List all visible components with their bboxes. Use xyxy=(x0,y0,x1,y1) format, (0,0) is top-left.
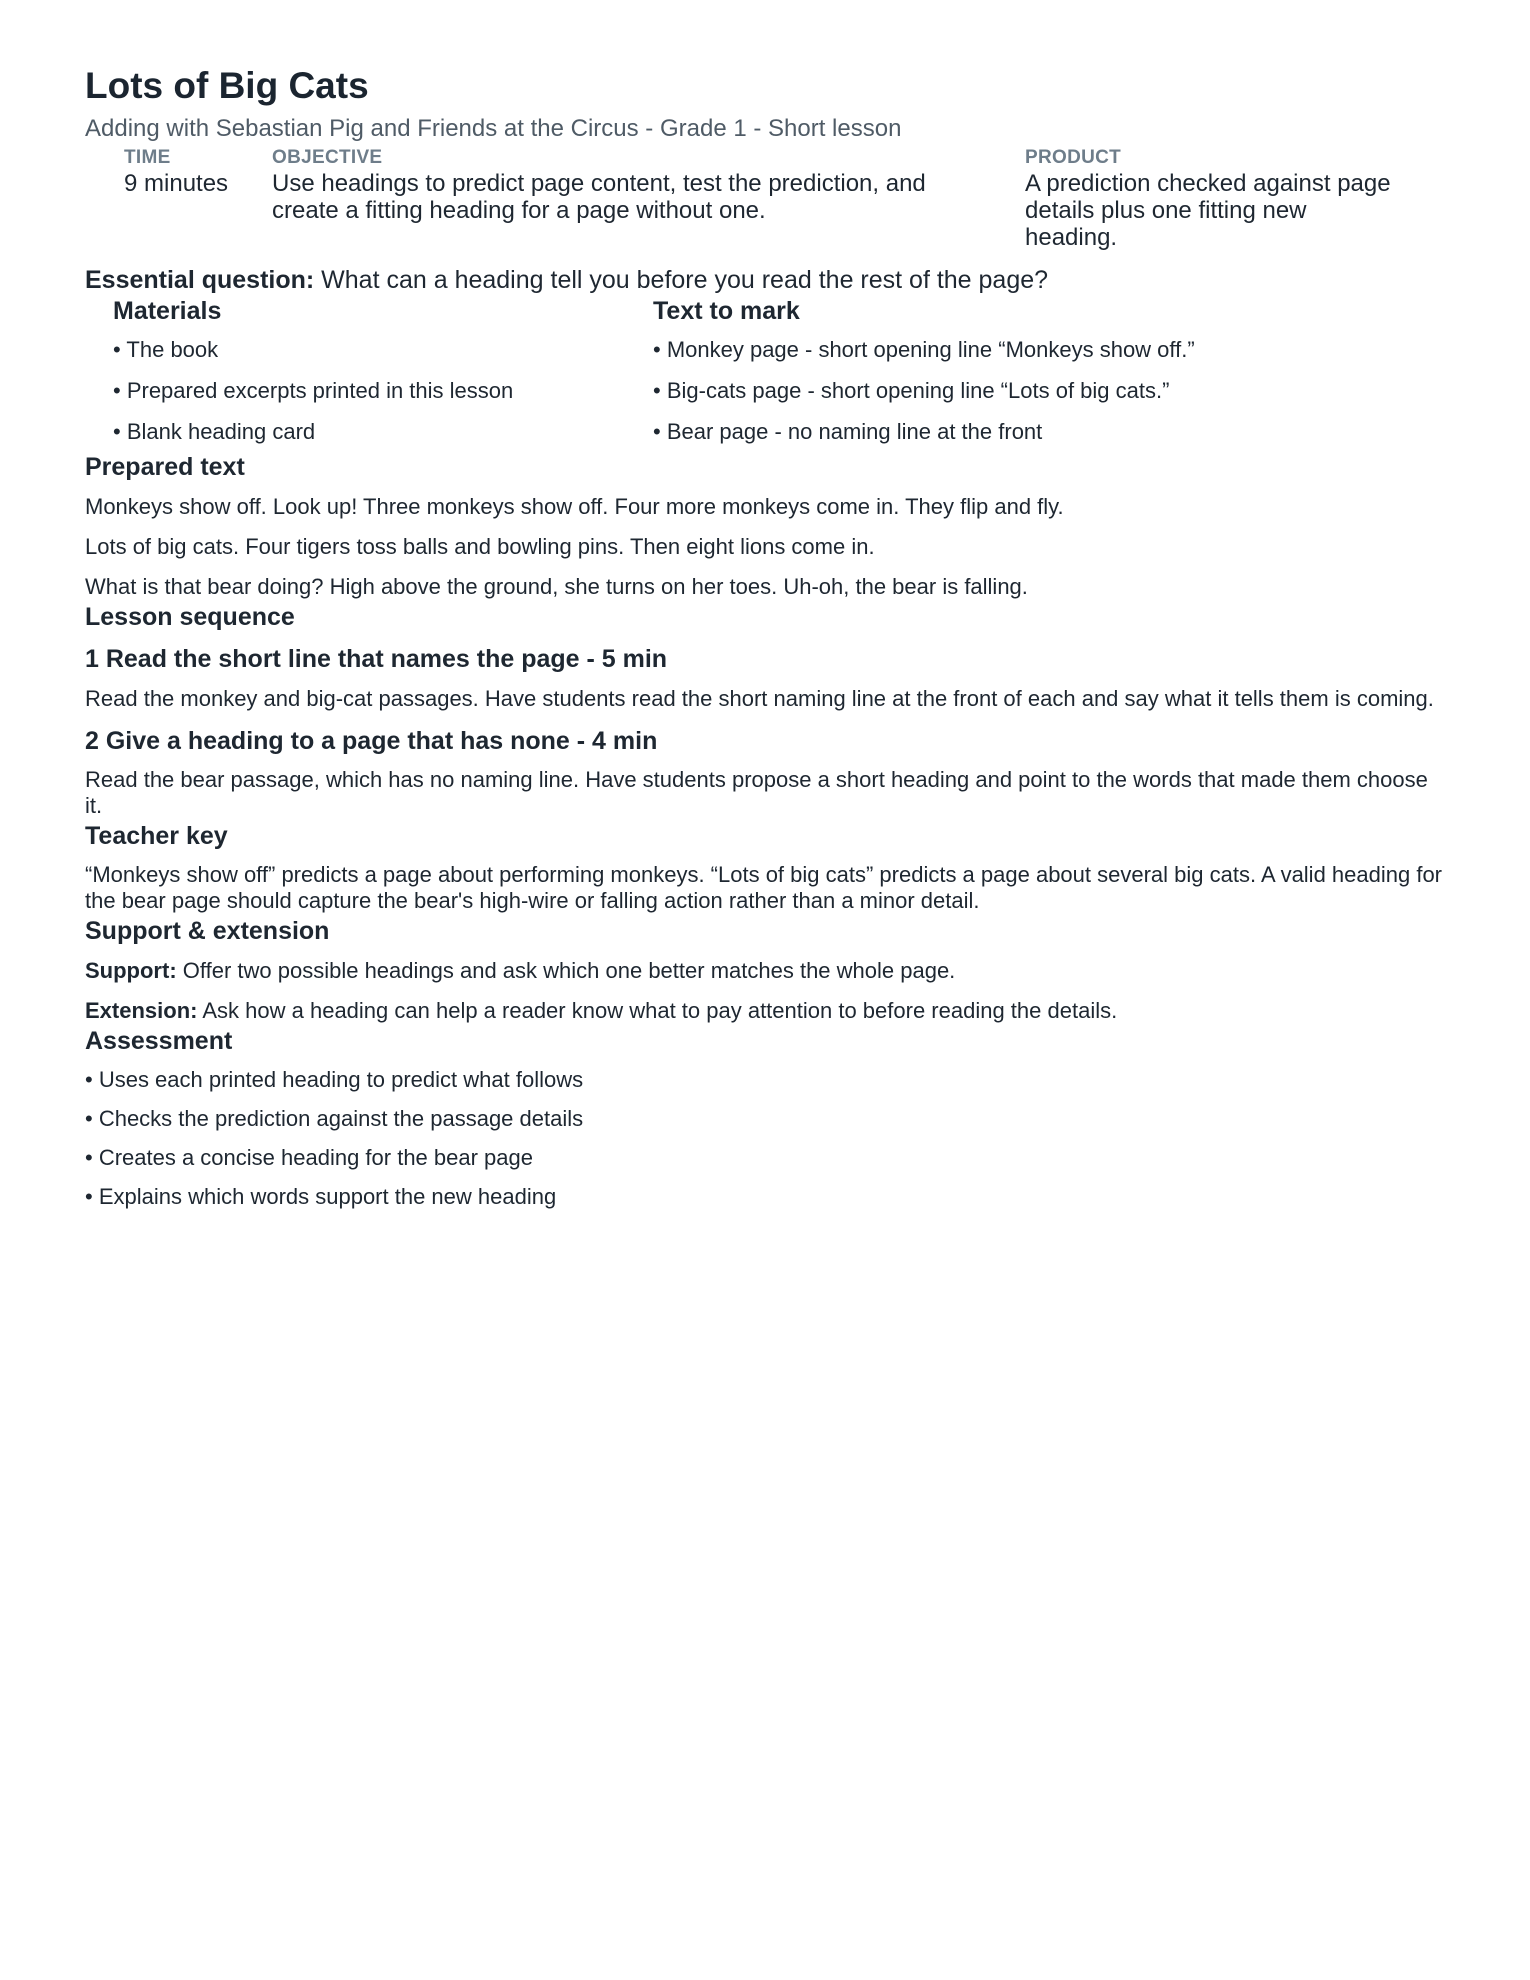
text-to-mark-item: • Bear page - no naming line at the front xyxy=(653,419,1043,444)
assessment-item: • Uses each printed heading to predict what follows xyxy=(85,1067,584,1092)
assessment-section xyxy=(85,1026,1445,1210)
step-title: 2 Give a heading to a page that has none - 4 min xyxy=(85,727,658,755)
support-extension-heading: Support & extension xyxy=(85,917,330,945)
essential-question-text: What can a heading tell you before you read the rest of the page? xyxy=(321,266,1049,294)
support-text: Offer two possible headings and ask which one better matches the whole page. xyxy=(182,958,956,983)
materials-and-text-to-mark xyxy=(85,296,1445,452)
text-to-mark-item: • Big-cats page - short opening line “Lots of big cats.” xyxy=(653,378,1170,403)
product-label: PRODUCT xyxy=(1025,147,1122,168)
support-label: Support: xyxy=(85,958,177,983)
prepared-text-paragraph: Monkeys show off. Look up! Three monkeys show off. Four more monkeys come in. They flip and fly. xyxy=(85,494,1064,519)
support-extension-section xyxy=(85,916,1445,1024)
objective-value: Use headings to predict page content, test the prediction, and create a fitting heading for a page without one. xyxy=(272,170,926,224)
lesson-sequence-heading: Lesson sequence xyxy=(85,603,295,631)
extension-paragraph xyxy=(85,998,1445,1024)
materials-item: • Blank heading card xyxy=(113,419,316,444)
step-title: 1 Read the short line that names the page - 5 min xyxy=(85,645,668,673)
support-paragraph xyxy=(85,958,1445,984)
text-to-mark-section xyxy=(653,296,1433,459)
teacher-key-text: “Monkeys show off” predicts a page about performing monkeys. “Lots of big cats” predicts a page about several big cats. A valid heading for the bear page should capture the bear's high-wire or falling action rather than a minor detail. xyxy=(85,862,1443,913)
materials-section xyxy=(113,296,633,459)
lesson-plan-page xyxy=(85,62,1445,1210)
extension-label: Extension: xyxy=(85,998,198,1023)
materials-heading: Materials xyxy=(113,297,222,325)
page-subtitle: Adding with Sebastian Pig and Friends at the Circus - Grade 1 - Short lesson xyxy=(85,115,902,142)
essential-question xyxy=(85,264,1445,296)
time-block xyxy=(124,146,264,197)
prepared-text-paragraph: What is that bear doing? High above the ground, she turns on her toes. Uh-oh, the bear is falling. xyxy=(85,574,1028,599)
assessment-item: • Checks the prediction against the passage details xyxy=(85,1106,584,1131)
materials-item: • Prepared excerpts printed in this lesson xyxy=(113,378,514,403)
essential-question-label: Essential question: xyxy=(85,266,315,294)
prepared-text-paragraph: Lots of big cats. Four tigers toss balls and bowling pins. Then eight lions come in. xyxy=(85,534,875,559)
product-value: A prediction checked against page details plus one fitting new heading. xyxy=(1025,170,1391,251)
assessment-item: • Explains which words support the new heading xyxy=(85,1184,557,1209)
page-title: Lots of Big Cats xyxy=(85,65,369,106)
time-value: 9 minutes xyxy=(124,170,229,197)
product-block xyxy=(1025,146,1405,251)
lesson-meta xyxy=(85,146,1445,264)
materials-item: • The book xyxy=(113,337,219,362)
step-text: Read the bear passage, which has no naming line. Have students propose a short heading and point to the words that made them choose it. xyxy=(85,767,1428,818)
prepared-text-section xyxy=(85,452,1445,600)
assessment-heading: Assessment xyxy=(85,1027,233,1055)
teacher-key-heading: Teacher key xyxy=(85,822,228,850)
text-to-mark-item: • Monkey page - short opening line “Monkeys show off.” xyxy=(653,337,1195,362)
step-text: Read the monkey and big-cat passages. Have students read the short naming line at the front of each and say what it tells them is coming. xyxy=(85,686,1434,711)
prepared-text-heading: Prepared text xyxy=(85,453,245,481)
text-to-mark-heading: Text to mark xyxy=(653,297,800,325)
lesson-sequence-section xyxy=(85,602,1445,819)
objective-block xyxy=(272,146,992,224)
objective-label: OBJECTIVE xyxy=(272,147,383,168)
teacher-key-section xyxy=(85,821,1445,914)
time-label: TIME xyxy=(124,147,171,168)
extension-text: Ask how a heading can help a reader know what to pay attention to before reading the details. xyxy=(202,998,1118,1023)
assessment-item: • Creates a concise heading for the bear page xyxy=(85,1145,533,1170)
